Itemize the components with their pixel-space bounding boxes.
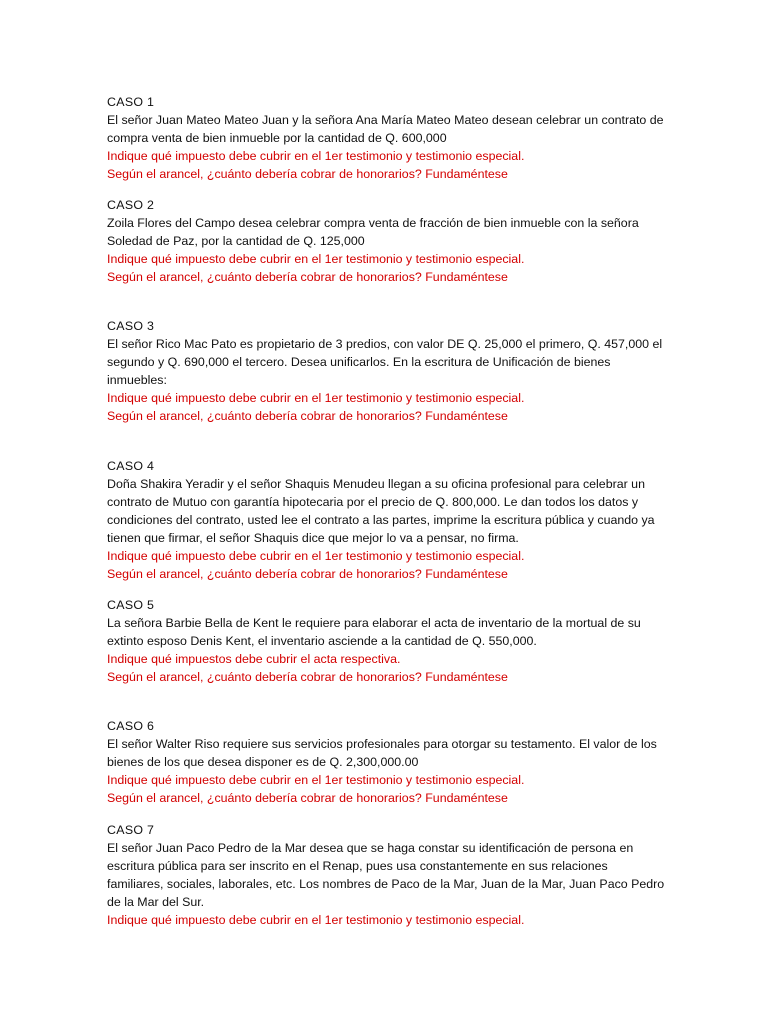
caso-1-section [107, 93, 667, 183]
caso-title: CASO 2 [107, 198, 155, 212]
fees-question: Según el arancel, ¿cuánto debería cobrar de honorarios? Fundaméntese [107, 670, 508, 684]
fees-question: Según el arancel, ¿cuánto debería cobrar de honorarios? Fundaméntese [107, 567, 508, 581]
fees-question: Según el arancel, ¿cuánto debería cobrar de honorarios? Fundaméntese [107, 791, 508, 805]
caso-2-section [107, 196, 667, 286]
caso-body: El señor Walter Riso requiere sus servicios profesionales para otorgar su testamento. El valor de los bienes de los que desea disponer es de Q. 2,300,000.00 [107, 737, 657, 769]
caso-3-section [107, 317, 667, 425]
caso-title: CASO 4 [107, 459, 155, 473]
tax-question: Indique qué impuesto debe cubrir en el 1er testimonio y testimonio especial. [107, 391, 525, 405]
caso-title: CASO 3 [107, 319, 155, 333]
caso-body: Doña Shakira Yeradir y el señor Shaquis Menudeu llegan a su oficina profesional para celebrar un contrato de Mutuo con garantía hipotecaria por el precio de Q. 800,000. Le dan todos los datos y condiciones del contrato, usted lee el contrato a las partes, imprime la escritura pública y cuando ya tienen que firmar, el señor Shaquis dice que mejor lo va a pensar, no firma. [107, 477, 655, 545]
fees-question: Según el arancel, ¿cuánto debería cobrar de honorarios? Fundaméntese [107, 409, 508, 423]
caso-body: El señor Juan Mateo Mateo Juan y la señora Ana María Mateo Mateo desean celebrar un contrato de compra venta de bien inmueble por la cantidad de Q. 600,000 [107, 113, 664, 145]
tax-question: Indique qué impuesto debe cubrir en el 1er testimonio y testimonio especial. [107, 913, 525, 927]
caso-title: CASO 5 [107, 598, 155, 612]
fees-question: Según el arancel, ¿cuánto debería cobrar de honorarios? Fundaméntese [107, 167, 508, 181]
caso-body: El señor Juan Paco Pedro de la Mar desea que se haga constar su identificación de persona en escritura pública para ser inscrito en el Renap, pues usa constantemente en sus relaciones familiares, sociales, laborales, etc. Los nombres de Paco de la Mar, Juan de la Mar, Juan Paco Pedro de la Mar del Sur. [107, 841, 665, 909]
caso-5-section [107, 596, 667, 686]
caso-body: El señor Rico Mac Pato es propietario de 3 predios, con valor DE Q. 25,000 el primero, Q. 457,000 el segundo y Q. 690,000 el tercero. Desea unificarlos. En la escritura de Unificación de bienes inmuebles: [107, 337, 663, 387]
caso-title: CASO 1 [107, 95, 155, 109]
tax-question: Indique qué impuesto debe cubrir en el 1er testimonio y testimonio especial. [107, 252, 525, 266]
caso-title: CASO 7 [107, 823, 155, 837]
caso-body: Zoila Flores del Campo desea celebrar compra venta de fracción de bien inmueble con la señora Soledad de Paz, por la cantidad de Q. 125,000 [107, 216, 639, 248]
tax-question: Indique qué impuesto debe cubrir en el 1er testimonio y testimonio especial. [107, 149, 525, 163]
tax-question: Indique qué impuesto debe cubrir en el 1er testimonio y testimonio especial. [107, 773, 525, 787]
caso-7-section [107, 821, 667, 929]
caso-title: CASO 6 [107, 719, 155, 733]
tax-question: Indique qué impuestos debe cubrir el acta respectiva. [107, 652, 401, 666]
caso-body: La señora Barbie Bella de Kent le requiere para elaborar el acta de inventario de la mortual de su extinto esposo Denis Kent, el inventario asciende a la cantidad de Q. 550,000. [107, 616, 641, 648]
caso-4-section [107, 457, 667, 583]
fees-question: Según el arancel, ¿cuánto debería cobrar de honorarios? Fundaméntese [107, 270, 508, 284]
tax-question: Indique qué impuesto debe cubrir en el 1er testimonio y testimonio especial. [107, 549, 525, 563]
caso-6-section [107, 717, 667, 807]
